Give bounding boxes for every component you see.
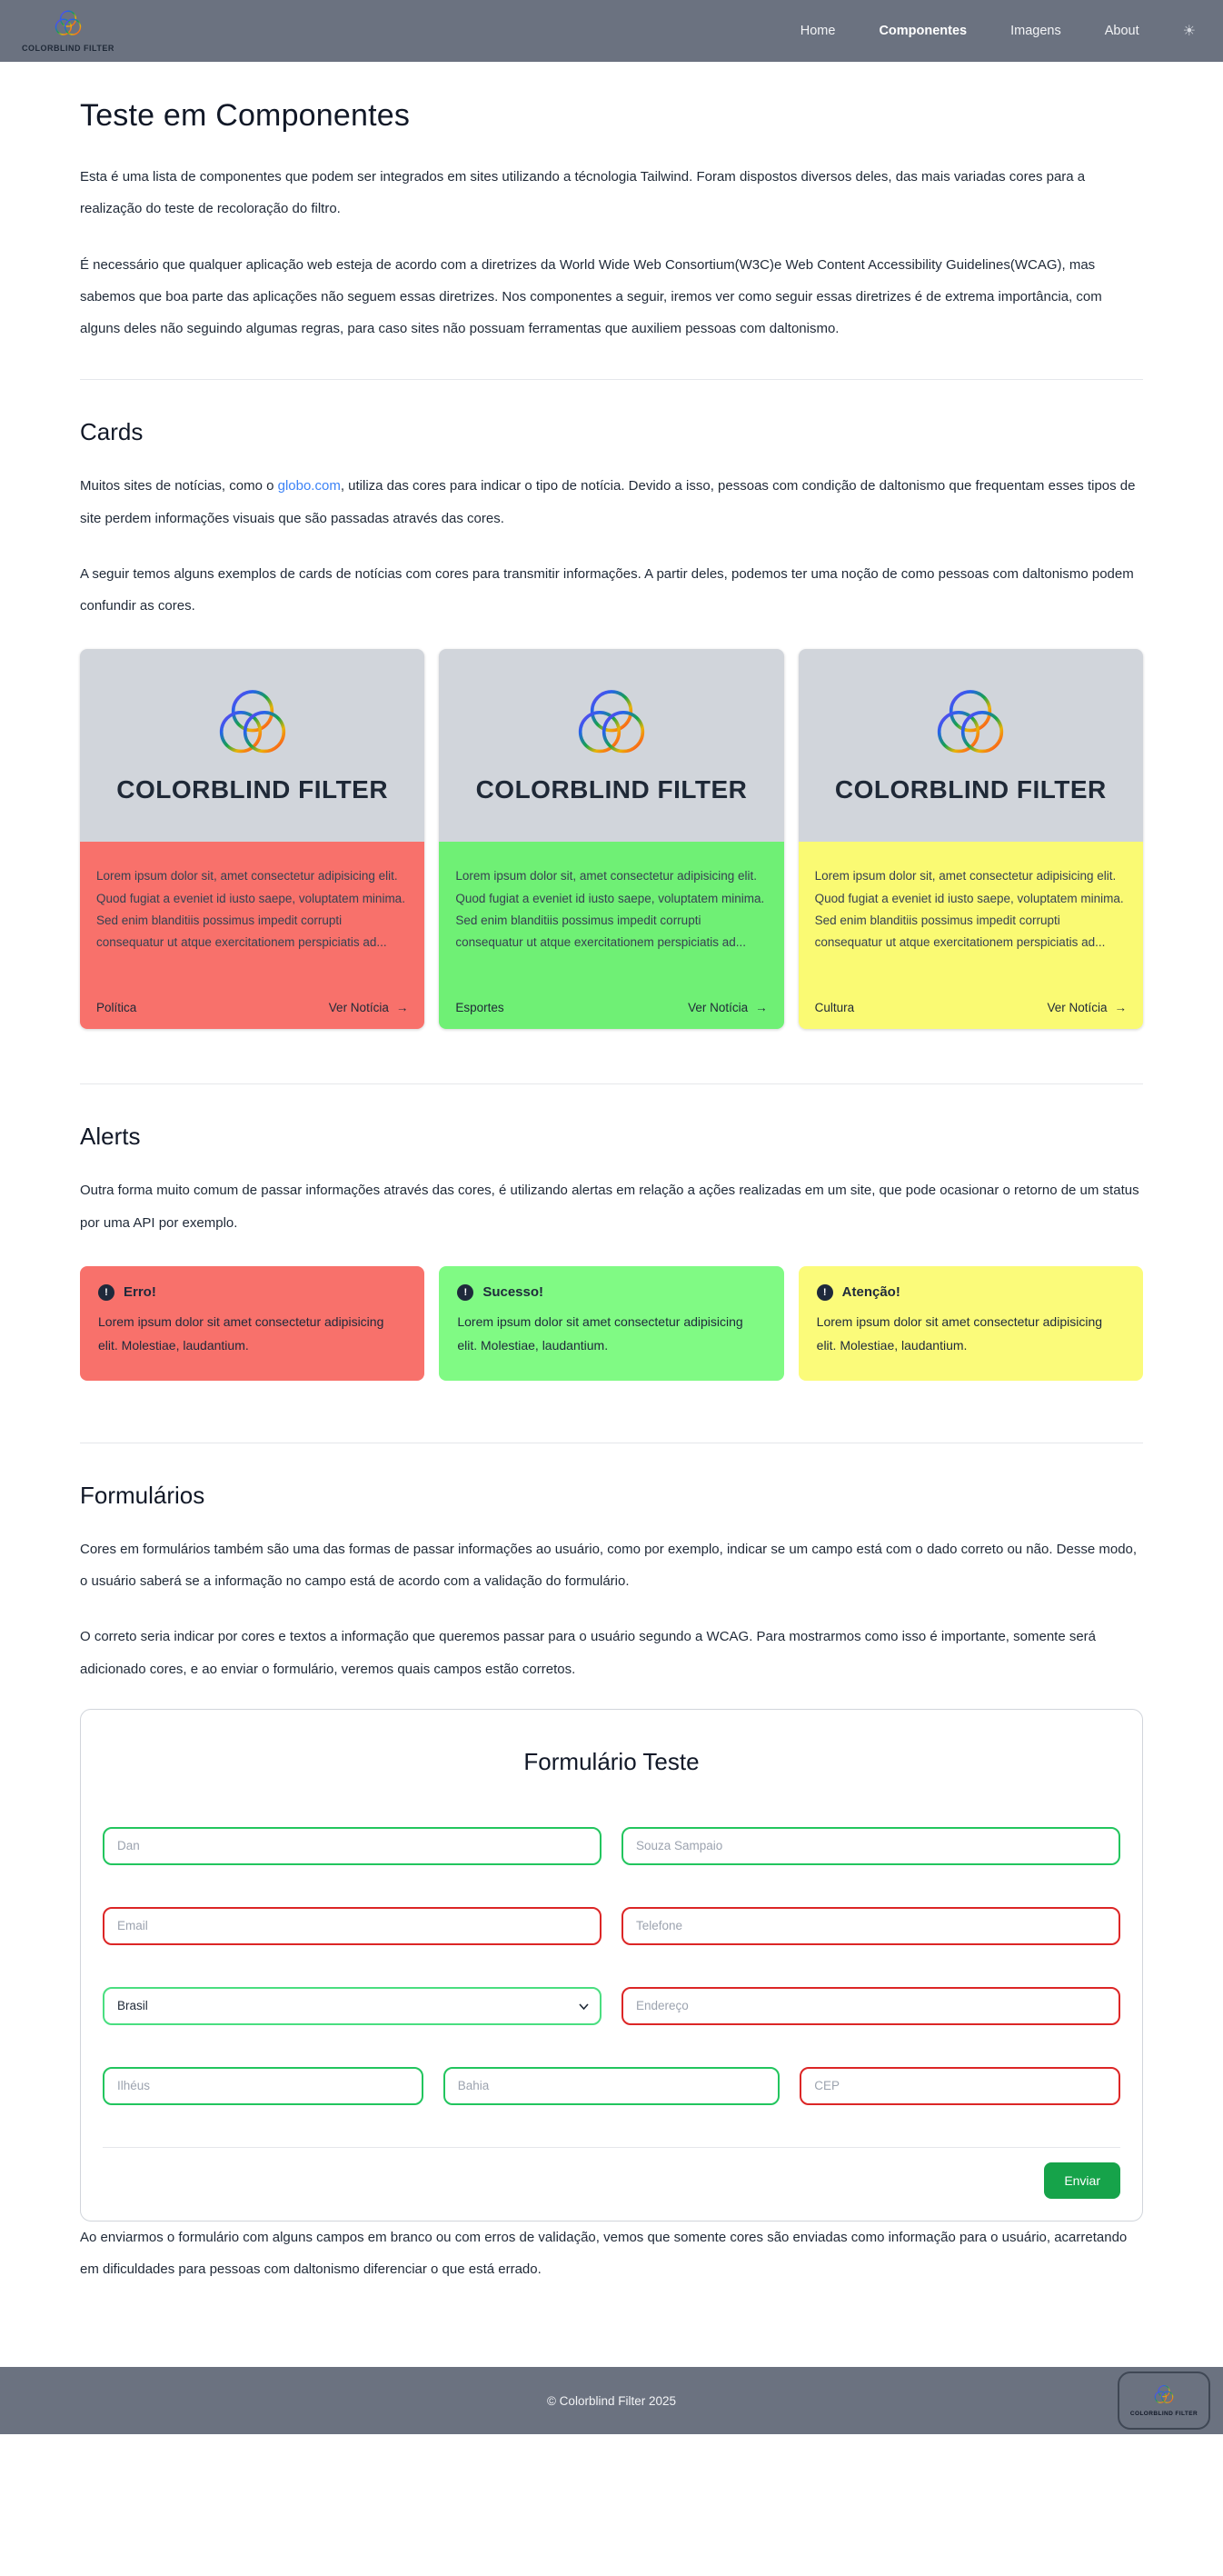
colorblind-circles-icon [1150,2384,1178,2408]
address-field[interactable] [621,1987,1120,2025]
news-card-body [80,842,424,1029]
alerts-section [80,1123,1143,1381]
page-title: Teste em Componentes [80,98,411,133]
arrow-right-icon: → [755,1001,768,1015]
site-logo[interactable] [22,9,114,53]
news-card-text: Lorem ipsum dolor sit, amet consectetur adipisicing elit. Quod fugiat a eveniet id iusto saepe, voluptatem minima. Sed enim blanditiis possimus impedit corrupti consequatur ut atque exercitationem perspiciatis ad... [814,869,1124,950]
news-card-category: Política [96,1001,137,1015]
widget-brand-wordmark: COLORBLIND FILTER [1129,2411,1198,2418]
colorblind-circles-icon [923,686,1018,770]
copyright-text: © Colorblind Filter 2025 [546,2393,676,2408]
globo-link[interactable]: globo.com [277,478,341,494]
colorblind-circles-icon [49,9,87,42]
test-form [80,1709,1143,2222]
intro-paragraph-1: Esta é uma lista de componentes que podem ser integrados em sites utilizando a técnologia Tailwind. Foram dispostos diversos deles, das mais variadas cores para a realização do teste de recoloração do filtro. [80,169,1086,217]
submit-button[interactable]: Enviar [1044,2162,1120,2199]
ver-noticia-label: Ver Notícia [1047,1001,1108,1015]
country-select[interactable] [103,1987,602,2025]
ver-noticia-link[interactable] [1047,1001,1127,1014]
card-brand-wordmark: COLORBLIND FILTER [475,775,748,804]
news-cards-grid [80,649,1143,1029]
news-card-image [799,649,1143,842]
ver-noticia-label: Ver Notícia [328,1001,389,1015]
header [0,0,1223,62]
alerts-paragraph: Outra forma muito comum de passar informações através das cores, é utilizando alertas em relação a ações realizadas em um site, que pode ocasionar o retorno de um status por uma API por exemplo. [80,1183,1139,1231]
news-card-category: Cultura [814,1001,855,1015]
colorblind-filter-widget-button[interactable] [1118,2371,1210,2430]
news-card-body [439,842,783,1029]
news-card-esportes [439,649,783,1029]
last-name-field[interactable] [621,1827,1120,1865]
colorblind-circles-icon [205,686,300,770]
news-card-footer [815,977,1127,1014]
theme-toggle-sun-icon[interactable]: ☀ [1182,24,1196,39]
alert-success [439,1266,783,1381]
cards-p1-after: , utiliza das cores para indicar o tipo de notícia. Devido a isso, pessoas com condição de daltonismo que frequentam esses tipos de site perdem informações visuais que são passadas através das cores. [80,478,1136,526]
forms-paragraph-2: O correto seria indicar por cores e textos a informação que queremos passar para o usuário segundo a WCAG. Para mostrarmos como isso é importante, somente será adicionado cores, e ao enviar o formulário, veremos quais campos estão corretos. [80,1629,1097,1677]
first-name-field[interactable] [103,1827,602,1865]
ver-noticia-label: Ver Notícia [688,1001,749,1015]
main-nav [800,22,1196,40]
alerts-grid [80,1266,1143,1381]
zip-field[interactable] [800,2067,1120,2105]
nav-home[interactable]: Home [800,24,836,38]
alert-title: Atenção! [841,1284,900,1301]
exclamation-circle-icon: ! [817,1284,833,1301]
nav-about[interactable]: About [1104,24,1139,38]
news-card-footer [455,977,767,1014]
email-field[interactable] [103,1907,602,1945]
cards-section [80,418,1143,1029]
news-card-category: Esportes [455,1001,504,1015]
cards-p1-before: Muitos sites de notícias, como o [80,478,278,494]
ver-noticia-link[interactable] [329,1001,409,1014]
arrow-right-icon: → [395,1001,409,1015]
news-card-footer [96,977,408,1014]
alert-title: Erro! [124,1284,156,1301]
section-divider [80,379,1143,380]
alert-error [80,1266,424,1381]
forms-paragraph-3: Ao enviarmos o formulário com alguns campos em branco ou com erros de validação, vemos que somente cores são enviadas como informação para o usuário, acarretando em dificuldades para pessoas com daltonismo diferenciar o que está errado. [80,2229,1128,2277]
arrow-right-icon: → [1114,1001,1127,1015]
cards-paragraph-2: A seguir temos alguns exemplos de cards de notícias com cores para transmitir informações. A partir deles, podemos ter uma noção de como pessoas com daltonismo podem confundir as cores. [80,565,1134,614]
news-card-image [80,649,424,842]
alert-title: Sucesso! [482,1284,544,1301]
exclamation-circle-icon: ! [457,1284,473,1301]
forms-section [80,1482,1143,2286]
forms-heading: Formulários [80,1481,205,1509]
forms-paragraph-1: Cores em formulários também são uma das formas de passar informações ao usuário, como por exemplo, indicar se um campo está com o dado correto ou não. Desse modo, o usuário saberá se a informação no campo está de acordo com a validação do formulário. [80,1541,1138,1589]
brand-wordmark: COLORBLIND FILTER [22,44,114,53]
cards-paragraph-1 [80,470,1143,534]
card-brand-wordmark: COLORBLIND FILTER [834,775,1107,804]
colorblind-circles-icon [564,686,659,770]
exclamation-circle-icon: ! [98,1284,114,1301]
news-card-text: Lorem ipsum dolor sit, amet consectetur adipisicing elit. Quod fugiat a eveniet id iusto saepe, voluptatem minima. Sed enim blanditiis possimus impedit corrupti consequatur ut atque exercitationem perspiciatis ad... [96,869,405,950]
card-brand-wordmark: COLORBLIND FILTER [116,775,389,804]
city-field[interactable] [103,2067,423,2105]
news-card-image [439,649,783,842]
alert-body: Lorem ipsum dolor sit amet consectetur adipisicing elit. Molestiae, laudantium. [98,1313,384,1353]
cards-heading: Cards [80,418,144,446]
news-card-politica [80,649,424,1029]
alerts-heading: Alerts [80,1123,141,1151]
alert-body: Lorem ipsum dolor sit amet consectetur adipisicing elit. Molestiae, laudantium. [816,1313,1103,1353]
section-divider [80,1083,1143,1084]
alert-warning [799,1266,1143,1381]
state-field[interactable] [443,2067,780,2105]
news-card-text: Lorem ipsum dolor sit, amet consectetur adipisicing elit. Quod fugiat a eveniet id iusto saepe, voluptatem minima. Sed enim blanditiis possimus impedit corrupti consequatur ut atque exercitationem perspiciatis ad... [455,869,765,950]
news-card-cultura [799,649,1143,1029]
phone-field[interactable] [621,1907,1120,1945]
news-card-body [799,842,1143,1029]
alert-body: Lorem ipsum dolor sit amet consectetur adipisicing elit. Molestiae, laudantium. [457,1313,743,1353]
intro-paragraph-2: É necessário que qualquer aplicação web esteja de acordo com a diretrizes da World Wide Web Consortium(W3C)e Web Content Accessibility Guidelines(WCAG), mas sabemos que boa parte das aplicações não seguem essas diretrizes. Nos componentes a seguir, iremos ver como seguir essas diretrizes é de extrema importância, com alguns deles não seguindo algumas regras, para caso sites não possuam ferramentas que auxiliem pessoas com daltonismo. [80,256,1102,336]
nav-componentes[interactable]: Componentes [879,24,968,38]
form-title: Formulário Teste [523,1747,700,1775]
nav-imagens[interactable]: Imagens [1010,24,1061,38]
footer [0,2367,1223,2434]
ver-noticia-link[interactable] [688,1001,768,1014]
